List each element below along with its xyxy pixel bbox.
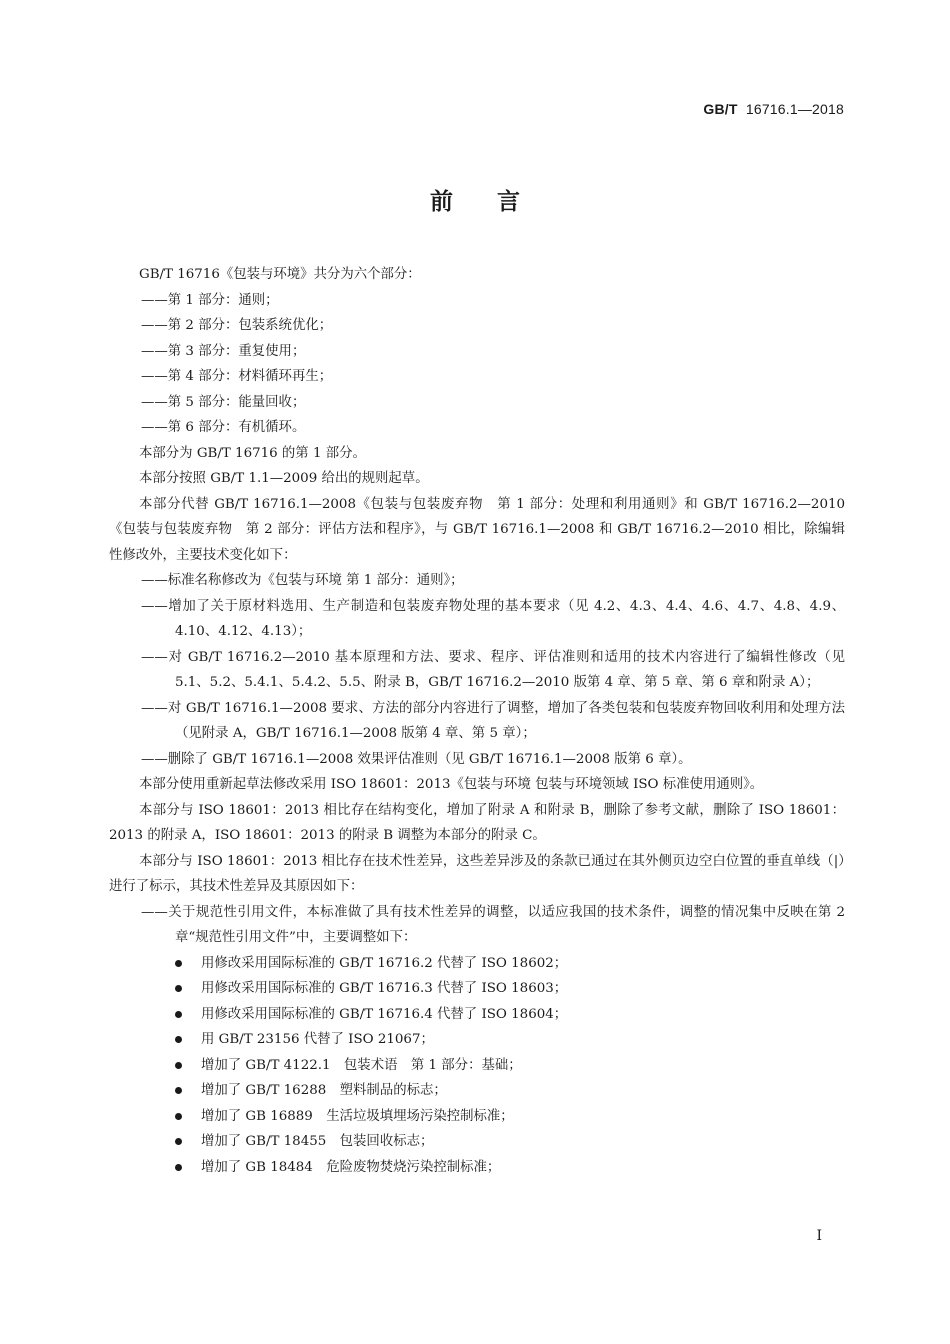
bullet-icon: [175, 1138, 182, 1145]
dash-item: —— 第 6 部分：有机循环。: [109, 415, 845, 441]
paragraph: 本部分按照 GB/T 1.1—2009 给出的规则起草。: [139, 471, 429, 486]
bullet-icon: [175, 985, 182, 992]
document-body: [109, 262, 845, 1180]
paragraph: 本部分代替 GB/T 16716.1—2008《包装与包装废弃物 第 1 部分：处理和利用通则》和 GB/T 16716.2—2010《包装与包装废弃物 第 2 部分：评估方法和程序》，与 GB/T 16716.1—2008 和 GB/T 16716.2—2010 相比，除编辑性修改外，主要技术变化如下：: [109, 496, 845, 563]
bullet-item: 增加了 GB 16889 生活垃圾填埋场污染控制标准；: [109, 1104, 845, 1130]
document-header: [703, 101, 844, 117]
page-number: I: [816, 1228, 822, 1244]
paragraph: 本部分为 GB/T 16716 的第 1 部分。: [139, 445, 366, 461]
dash-item: —— 第 1 部分：通则；: [109, 288, 845, 314]
bullet-icon: [175, 1011, 182, 1018]
dash-item: —— 对 GB/T 16716.1—2008 要求、方法的部分内容进行了调整，增加了各类包装和包装废弃物回收利用和处理方法（见附录 A，GB/T 16716.1—2008 版第 4 章、第 5 章）；: [109, 696, 845, 747]
bullet-icon: [175, 1062, 182, 1069]
bullet-item: 用修改采用国际标准的 GB/T 16716.2 代替了 ISO 18602；: [109, 951, 845, 977]
bullet-item: 增加了 GB/T 4122.1 包装术语 第 1 部分：基础；: [109, 1053, 845, 1079]
dash-item: —— 标准名称修改为《包装与环境 第 1 部分：通则》；: [109, 568, 845, 594]
dash-item: —— 第 4 部分：材料循环再生；: [109, 364, 845, 390]
page-title: 前言: [430, 189, 564, 215]
paragraph: 本部分与 ISO 18601：2013 相比存在技术性差异，这些差异涉及的条款已通过在其外侧页边空白位置的垂直单线（|）进行了标示，其技术性差异及其原因如下：: [109, 853, 845, 894]
bullet-icon: [175, 1036, 182, 1043]
dash-item: —— 删除了 GB/T 16716.1—2008 效果评估准则（见 GB/T 16716.1—2008 版第 6 章）。: [109, 747, 845, 773]
bullet-item: 用修改采用国际标准的 GB/T 16716.3 代替了 ISO 18603；: [109, 976, 845, 1002]
dash-item: —— 第 2 部分：包装系统优化；: [109, 313, 845, 339]
bullet-item: 用 GB/T 23156 代替了 ISO 21067；: [109, 1027, 845, 1053]
bullet-item: 用修改采用国际标准的 GB/T 16716.4 代替了 ISO 18604；: [109, 1002, 845, 1028]
bullet-icon: [175, 960, 182, 967]
dash-item: —— 增加了关于原材料选用、生产制造和包装废弃物处理的基本要求（见 4.2、4.3、4.4、4.6、4.7、4.8、4.9、4.10、4.12、4.13）；: [109, 594, 845, 645]
standard-code: GB/T: [703, 101, 738, 117]
dash-item: —— 关于规范性引用文件，本标准做了具有技术性差异的调整，以适应我国的技术条件，调整的情况集中反映在第 2 章“规范性引用文件”中，主要调整如下：: [109, 900, 845, 951]
bullet-item: 增加了 GB/T 16288 塑料制品的标志；: [109, 1078, 845, 1104]
bullet-icon: [175, 1113, 182, 1120]
bullet-item: 增加了 GB/T 18455 包装回收标志；: [109, 1129, 845, 1155]
bullet-icon: [175, 1087, 182, 1094]
bullet-icon: [175, 1164, 182, 1171]
paragraph: GB/T 16716《包装与环境》共分为六个部分：: [139, 267, 421, 282]
dash-item: —— 第 5 部分：能量回收；: [109, 390, 845, 416]
dash-item: —— 对 GB/T 16716.2—2010 基本原理和方法、要求、程序、评估准则和适用的技术内容进行了编辑性修改（见 5.1、5.2、5.4.1、5.4.2、5.5、附录 B，GB/T 16716.2—2010 版第 4 章、第 5 章、第 6 章和附录 A）；: [109, 645, 845, 696]
paragraph: 本部分与 ISO 18601：2013 相比存在结构变化，增加了附录 A 和附录 B，删除了参考文献，删除了 ISO 18601：2013 的附录 A，ISO 18601：2013 的附录 B 调整为本部分的附录 C。: [109, 802, 845, 843]
dash-item: —— 第 3 部分：重复使用；: [109, 339, 845, 365]
standard-number: 16716.1—2018: [745, 101, 844, 117]
paragraph: 本部分使用重新起草法修改采用 ISO 18601：2013《包装与环境 包装与环境领域 ISO 标准使用通则》。: [139, 777, 764, 792]
bullet-item: 增加了 GB 18484 危险废物焚烧污染控制标准；: [109, 1155, 845, 1181]
